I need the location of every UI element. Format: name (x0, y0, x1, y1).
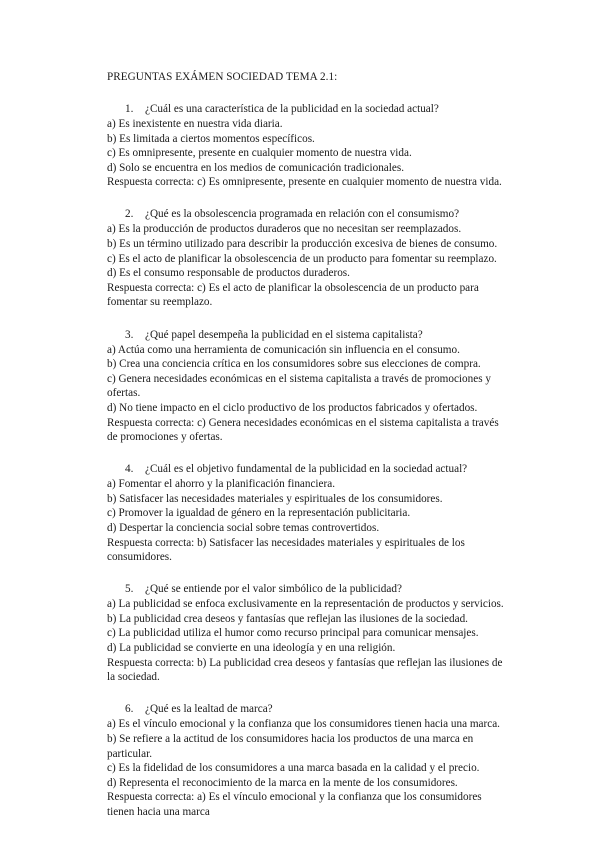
option-d: d) Solo se encuentra en los medios de comunicación tradicionales. (107, 161, 404, 174)
question-heading (107, 582, 510, 597)
option-a: a) Fomentar el ahorro y la planificación financiera. (107, 478, 335, 491)
option-b: b) Se refiere a la actitud de los consumidores hacia los productos de una marca en particular. (107, 732, 474, 760)
question-4 (107, 462, 510, 565)
question-number: 5. (125, 583, 134, 596)
correct-answer: Respuesta correcta: b) La publicidad crea deseos y fantasías que reflejan las ilusiones de la sociedad. (107, 656, 503, 684)
option-b: b) Satisfacer las necesidades materiales y espirituales de los consumidores. (107, 492, 443, 505)
option-d: d) Despertar la conciencia social sobre temas controvertidos. (107, 521, 380, 534)
question-6 (107, 702, 510, 819)
question-text: ¿Qué papel desempeña la publicidad en el sistema capitalista? (145, 328, 423, 341)
question-5 (107, 582, 510, 685)
option-a: a) Es inexistente en nuestra vida diaria. (107, 118, 283, 130)
option-c: c) Es la fidelidad de los consumidores a una marca basada en la calidad y el precio. (107, 762, 480, 775)
option-b: b) Es limitada a ciertos momentos específicos. (107, 132, 315, 145)
option-d: d) La publicidad se convierte en una ideología y en una religión. (107, 642, 396, 655)
correct-answer: Respuesta correcta: c) Es omnipresente, presente en cualquier momento de nuestra vida. (107, 176, 502, 189)
option-d: d) Es el consumo responsable de productos duraderos. (107, 267, 350, 280)
question-heading (107, 462, 510, 477)
option-c: c) Promover la igualdad de género en la representación publicitaria. (107, 507, 411, 520)
correct-answer: Respuesta correcta: c) Es el acto de planificar la obsolescencia de un producto para fomentar su reemplazo. (107, 281, 479, 309)
option-a: a) La publicidad se enfoca exclusivamente en la representación de productos y servicios. (107, 598, 504, 611)
correct-answer: Respuesta correcta: c) Genera necesidades económicas en el sistema capitalista a través de promociones y ofertas. (107, 416, 499, 444)
option-a: a) Actúa como una herramienta de comunicación sin influencia en el consumo. (107, 343, 460, 356)
option-b: b) Crea una conciencia crítica en los consumidores sobre sus elecciones de compra. (107, 358, 481, 371)
option-c: c) La publicidad utiliza el humor como recurso principal para comunicar mensajes. (107, 627, 479, 640)
question-1 (107, 102, 510, 190)
question-number: 2. (125, 208, 134, 221)
question-number: 3. (125, 328, 134, 341)
question-number: 4. (125, 463, 134, 476)
question-text: ¿Qué se entiende por el valor simbólico de la publicidad? (145, 583, 402, 596)
option-c: c) Es omnipresente, presente en cualquier momento de nuestra vida. (107, 147, 412, 160)
question-text: ¿Cuál es el objetivo fundamental de la publicidad en la sociedad actual? (145, 463, 468, 476)
correct-answer: Respuesta correcta: b) Satisfacer las necesidades materiales y espirituales de los consumidores. (107, 536, 465, 564)
correct-answer: Respuesta correcta: a) Es el vínculo emocional y la confianza que los consumidores tienen hacia una marca (107, 791, 482, 818)
question-number: 1. (125, 103, 134, 115)
option-d: d) Representa el reconocimiento de la marca en la mente de los consumidores. (107, 776, 458, 789)
question-3 (107, 328, 510, 445)
question-text: ¿Qué es la lealtad de marca? (145, 703, 273, 716)
question-text: ¿Qué es la obsolescencia programada en relación con el consumismo? (145, 208, 460, 221)
question-2 (107, 207, 510, 310)
option-d: d) No tiene impacto en el ciclo productivo de los productos fabricados y ofertados. (107, 401, 478, 414)
option-a: a) Es la producción de productos duraderos que no necesitan ser reemplazados. (107, 223, 462, 236)
question-heading (107, 102, 510, 117)
option-c: c) Es el acto de planificar la obsolescencia de un producto para fomentar su reemplazo. (107, 252, 497, 265)
question-heading (107, 702, 510, 717)
question-number: 6. (125, 703, 134, 716)
question-heading (107, 207, 510, 222)
option-c: c) Genera necesidades económicas en el sistema capitalista a través de promociones y ofertas. (107, 372, 491, 400)
option-b: b) Es un término utilizado para describir la producción excesiva de bienes de consumo. (107, 238, 498, 251)
document-title: PREGUNTAS EXÁMEN SOCIEDAD TEMA 2.1: (107, 71, 338, 83)
option-a: a) Es el vínculo emocional y la confianza que los consumidores tienen hacia una marca. (107, 718, 500, 731)
question-heading (107, 328, 510, 343)
question-text: ¿Cuál es una característica de la publicidad en la sociedad actual? (145, 103, 439, 115)
option-b: b) La publicidad crea deseos y fantasías que reflejan las ilusiones de la sociedad. (107, 612, 468, 625)
